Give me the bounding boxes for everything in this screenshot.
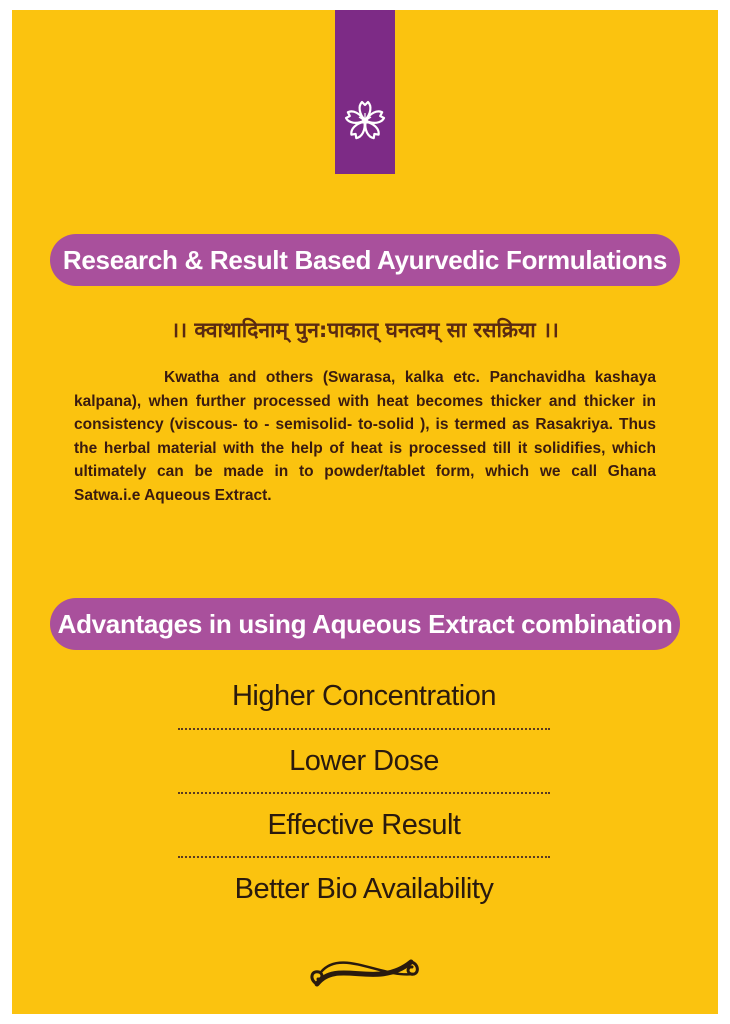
swirl-ornament-icon [307,950,423,996]
ribbon-banner [335,10,395,174]
advantage-item: Lower Dose [289,745,439,777]
advantage-item: Effective Result [267,809,461,841]
dotted-divider [178,856,550,858]
advantage-item: Higher Concentration [231,680,497,712]
description-paragraph: Kwatha and others (Swarasa, kalka etc. Panchavidha kashaya kalpana), when further processed with heat becomes thicker and thicker in consistency (viscous- to - semisolid- to-solid ), is termed as Rasakriya. Thus the herbal material with the help of heat is processed till it solidifies, which ultimately can be made in to powder/tablet form, which we call Ghana Satwa.i.e Aqueous Extract. [74,369,656,504]
poster-page [12,10,718,1014]
advantage-item: Better Bio Availability [234,873,494,905]
advantages-heading: Advantages in using Aqueous Extract combination [50,598,680,650]
dotted-divider [178,728,550,730]
sanskrit-verse: ।। क्वाथादिनाम् पुन:पाकात् घनत्वम् सा रसक्रिया ।। [171,318,559,342]
flower-logo-icon [342,98,388,144]
research-heading: Research & Result Based Ayurvedic Formulations [50,234,680,286]
dotted-divider [178,792,550,794]
